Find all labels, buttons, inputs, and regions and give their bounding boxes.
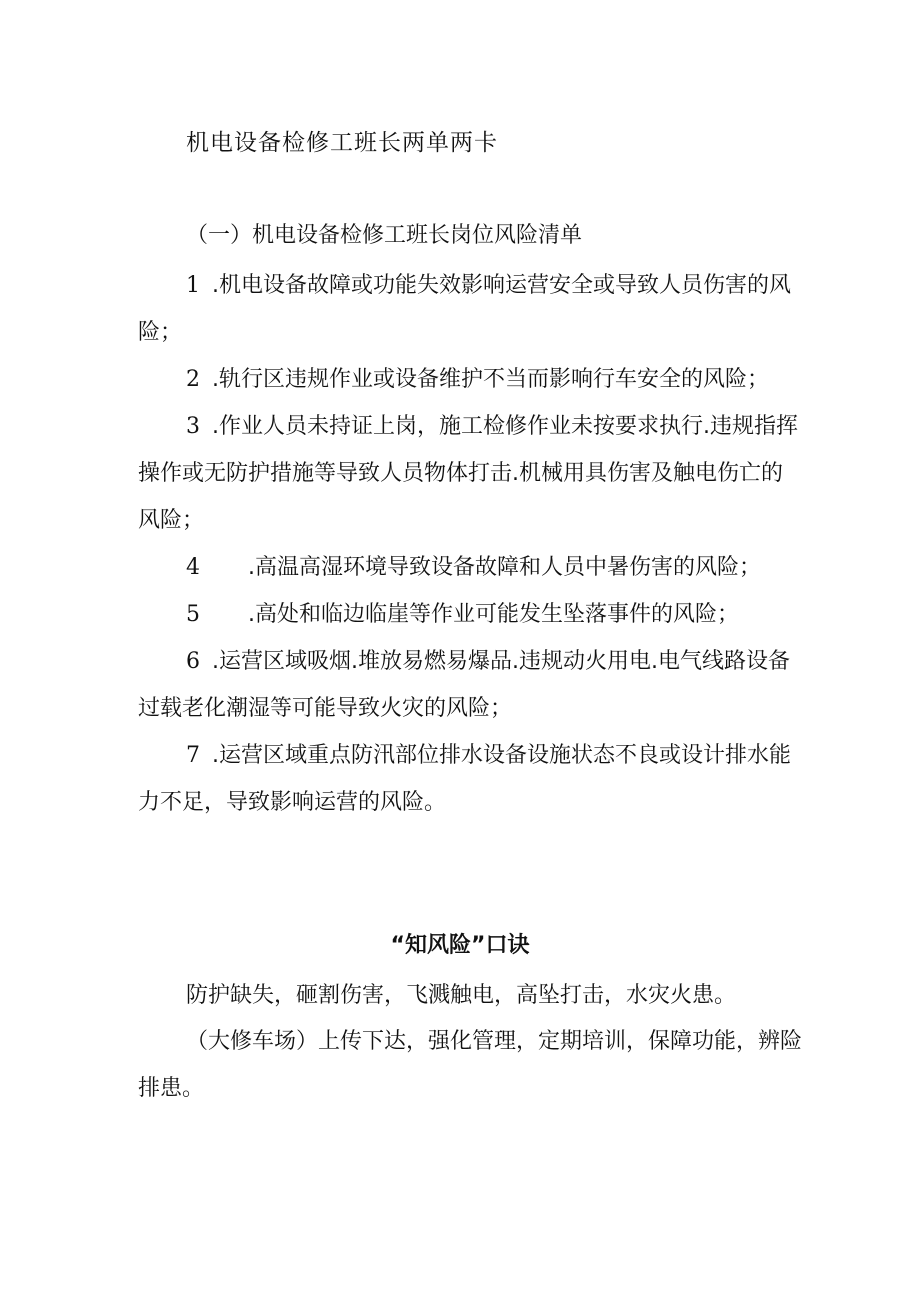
risk-text: .高温高湿环境导致设备故障和人员中暑伤害的风险； (248, 555, 761, 580)
risk-item (138, 403, 798, 544)
risk-text: .运营区域重点防汛部位排水设备设施状态不良或设计排水能力不足，导致影响运营的风险。 (138, 743, 791, 815)
section-heading: （一）机电设备检修工班长岗位风险清单 (186, 223, 583, 248)
motto-line-1: 防护缺失，砸割伤害，飞溅触电，高坠打击，水灾火患。 (186, 983, 737, 1008)
risk-list (138, 262, 798, 826)
document-title: 机电设备检修工班长两单两卡 (186, 130, 498, 156)
risk-item (138, 638, 798, 732)
risk-item (138, 356, 798, 403)
risk-number: 3 (186, 414, 200, 439)
risk-item (138, 732, 798, 826)
risk-text: .作业人员未持证上岗，施工检修作业未按要求执行.违规指挥操作或无防护措施等导致人员物体打击.机械用具伤害及触电伤亡的风险； (138, 414, 798, 533)
risk-text: .高处和临边临崖等作业可能发生坠落事件的风险； (248, 602, 739, 627)
risk-number: 7 (186, 743, 200, 768)
risk-text: .轨行区违规作业或设备维护不当而影响行车安全的风险； (212, 367, 769, 392)
risk-number: 5 (186, 602, 200, 627)
risk-text: .机电设备故障或功能失效影响运营安全或导致人员伤害的风险； (138, 273, 791, 345)
risk-item (138, 544, 798, 591)
motto-line-2: （大修车场）上传下达，强化管理，定期培训，保障功能，辨险排患。 (138, 1029, 803, 1101)
motto-title: “知风险”口诀 (390, 933, 530, 958)
risk-text: .运营区域吸烟.堆放易燃易爆品.违规动火用电.电气线路设备过载老化潮湿等可能导致火灾的风险； (138, 649, 790, 721)
risk-number: 6 (186, 649, 200, 674)
risk-item (138, 591, 798, 638)
risk-number: 2 (186, 367, 200, 392)
risk-number: 4 (186, 555, 200, 580)
risk-number: 1 (186, 273, 200, 298)
risk-item (138, 262, 798, 356)
